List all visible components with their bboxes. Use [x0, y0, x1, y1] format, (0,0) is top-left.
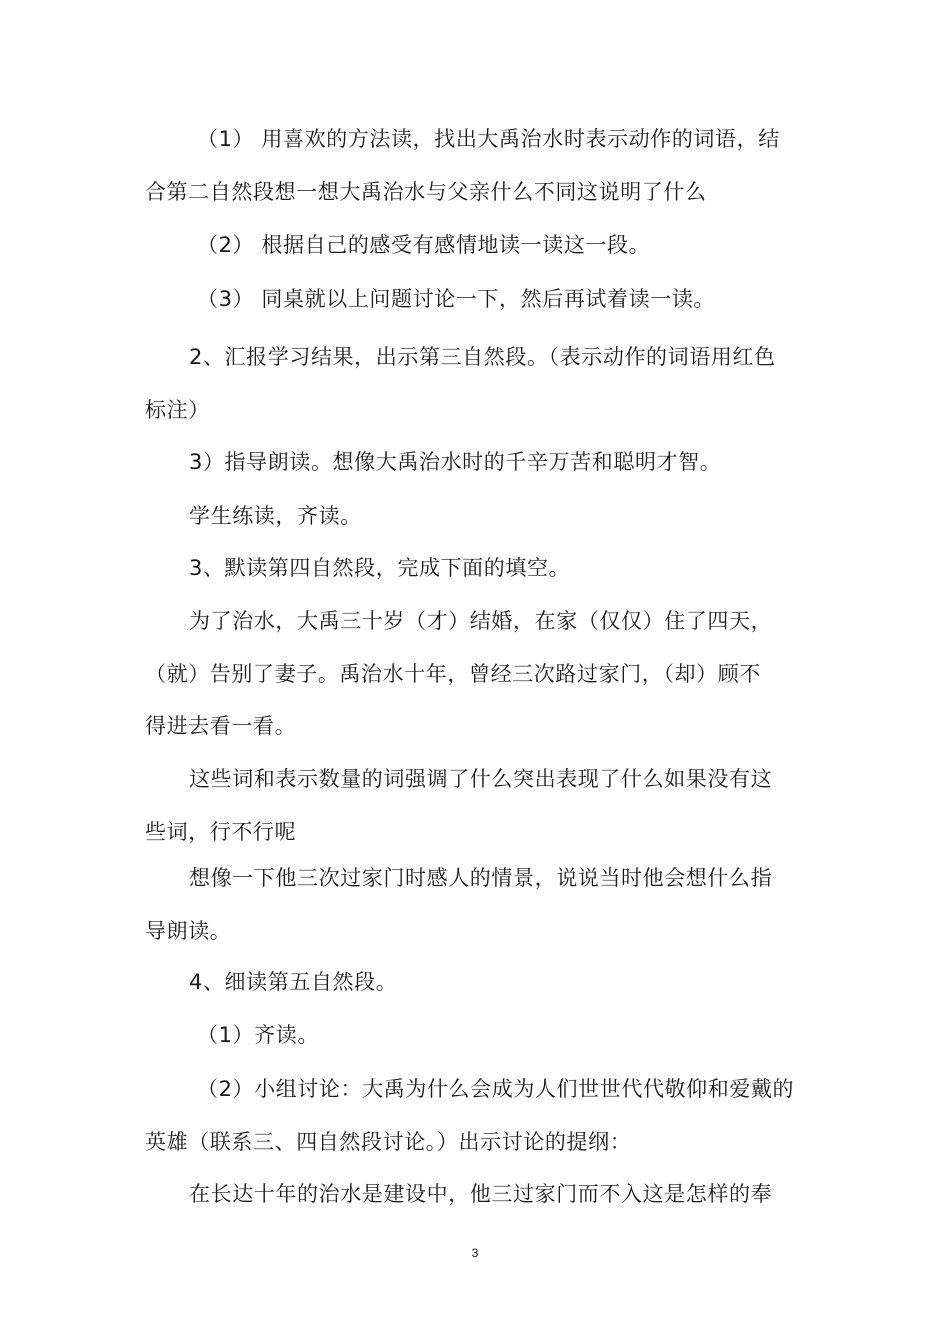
- text-line: 在长达十年的治水是建设中，他三过家门而不入这是怎样的奉: [189, 1182, 773, 1206]
- text-line: 3、默读第四自然段，完成下面的填空。: [189, 556, 571, 580]
- text-line: （2）小组讨论：大禹为什么会成为人们世世代代敬仰和爱戴的: [197, 1077, 795, 1101]
- text-line: （1） 用喜欢的方法读，找出大禹治水时表示动作的词语，结: [197, 127, 780, 151]
- text-line: （2） 根据自己的感受有感情地读一读这一段。: [197, 233, 651, 257]
- text-line: 得进去看一看。: [145, 714, 297, 738]
- text-line: （1）齐读。: [197, 1023, 319, 1047]
- text-line: 2、汇报学习结果，出示第三自然段。（表示动作的词语用红色: [189, 345, 776, 369]
- text-line: 些词，行不行呢: [145, 820, 297, 844]
- text-line: （3） 同桌就以上问题讨论一下，然后再试着读一读。: [197, 287, 716, 311]
- text-line: 这些词和表示数量的词强调了什么突出表现了什么如果没有这: [189, 767, 773, 791]
- text-line: 为了治水，大禹三十岁（才）结婚，在家（仅仅）住了四天，: [189, 609, 773, 633]
- text-line: 4、细读第五自然段。: [189, 970, 398, 994]
- text-line: 合第二自然段想一想大禹治水与父亲什么不同这说明了什么: [145, 180, 707, 204]
- text-line: 标注）: [145, 398, 210, 422]
- text-line: （就）告别了妻子。禹治水十年，曾经三次路过家门，（却）顾不: [145, 662, 761, 686]
- text-line: 导朗读。: [145, 919, 232, 943]
- text-line: 英雄（联系三、四自然段讨论。）出示讨论的提纲：: [145, 1130, 632, 1154]
- text-line: 3）指导朗读。想像大禹治水时的千辛万苦和聪明才智。: [189, 450, 722, 474]
- text-line: 学生练读，齐读。: [189, 504, 362, 528]
- page-number: 3: [471, 1246, 479, 1260]
- text-line: 想像一下他三次过家门时感人的情景，说说当时他会想什么指: [189, 866, 773, 890]
